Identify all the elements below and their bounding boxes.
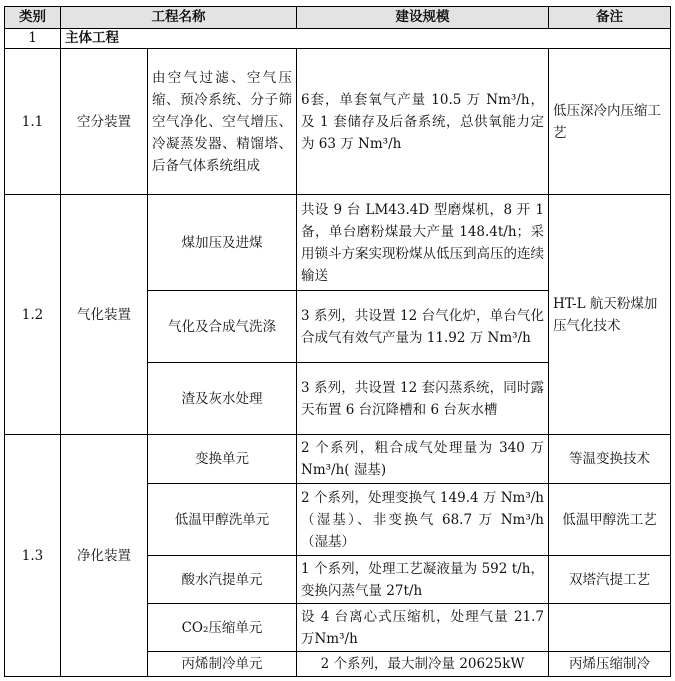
sub-project-name: 酸水汽提单元 <box>148 556 297 604</box>
construction-scale: 6套，单套氧气产量 10.5 万 Nm³/h，及 1 套储存及后备系统，总供氧能力定为 63 万 Nm³/h <box>297 49 549 195</box>
remark: 低温甲醇洗工艺 <box>549 484 671 556</box>
sub-project-name: 丙烯制冷单元 <box>148 652 297 677</box>
sub-project-name: 渣及灰水处理 <box>148 363 297 435</box>
sub-project-name: CO₂压缩单元 <box>148 604 297 652</box>
section-title: 主体工程 <box>61 29 671 49</box>
remark: 丙烯压缩制冷 <box>549 652 671 677</box>
construction-scale: 1 个系列，处理工艺凝液量为 592 t/h，变换闪蒸气量 27t/h <box>297 556 549 604</box>
remark: 低压深冷内压缩工艺 <box>549 49 671 195</box>
engineering-table <box>4 6 671 677</box>
header-project-name: 工程名称 <box>61 7 297 29</box>
remark: HT-L 航天粉煤加压气化技术 <box>549 195 671 435</box>
construction-scale: 共设 9 台 LM43.4D 型磨煤机，8 开 1 备，单台磨粉煤最大产量 148.4t/h；采用锁斗方案实现粉煤从低压到高压的连续输送 <box>297 195 549 291</box>
remark <box>549 604 671 652</box>
construction-scale: 3 系列，共设置 12 套闪蒸系统，同时露天布置 6 台沉降槽和 6 台灰水槽 <box>297 363 549 435</box>
sub-project-name: 低温甲醇洗单元 <box>148 484 297 556</box>
header-row <box>5 7 671 29</box>
project-description: 由空气过滤、空气压缩、预冷系统、分子筛空气净化、空气增压、冷凝蒸发器、精馏塔、后备气体系统组成 <box>148 49 297 195</box>
row-number: 1.3 <box>5 435 61 677</box>
construction-scale: 2 个系列，最大制冷量 20625kW <box>297 652 549 677</box>
project-name: 气化装置 <box>61 195 148 435</box>
table-row <box>5 435 671 484</box>
header-remark: 备注 <box>549 7 671 29</box>
sub-project-name: 煤加压及进煤 <box>148 195 297 291</box>
remark: 等温变换技术 <box>549 435 671 484</box>
section-number: 1 <box>5 29 61 49</box>
project-name: 空分装置 <box>61 49 148 195</box>
header-construction-scale: 建设规模 <box>297 7 549 29</box>
construction-scale: 3 系列，共设置 12 台气化炉，单台气化合成气有效气产量为 11.92 万 Nm³/h <box>297 291 549 363</box>
remark: 双塔汽提工艺 <box>549 556 671 604</box>
table-row <box>5 49 671 195</box>
row-number: 1.2 <box>5 195 61 435</box>
row-number: 1.1 <box>5 49 61 195</box>
table-row <box>5 195 671 291</box>
section-row <box>5 29 671 49</box>
sub-project-name: 气化及合成气洗涤 <box>148 291 297 363</box>
construction-scale: 设 4 台离心式压缩机，处理气量 21.7 万Nm³/h <box>297 604 549 652</box>
construction-scale: 2 个系列，粗合成气处理量为 340 万Nm³/h( 湿基) <box>297 435 549 484</box>
construction-scale: 2 个系列，处理变换气 149.4 万 Nm³/h（湿基）、非变换气 68.7 万 Nm³/h （湿基） <box>297 484 549 556</box>
sub-project-name: 变换单元 <box>148 435 297 484</box>
header-category: 类别 <box>5 7 61 29</box>
project-name: 净化装置 <box>61 435 148 677</box>
engineering-table-container <box>4 6 671 677</box>
